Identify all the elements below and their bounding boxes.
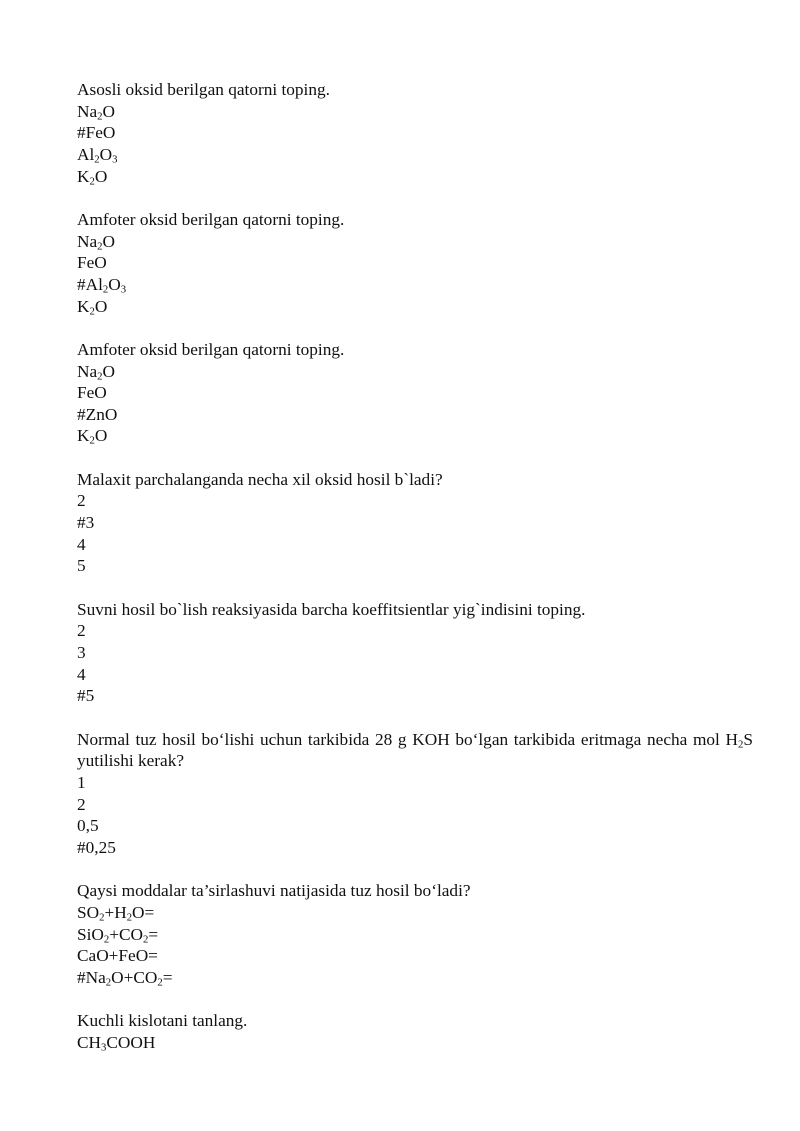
text-run: K (77, 166, 90, 186)
answer-option (77, 642, 753, 664)
text-run: Asosli oksid berilgan qatorni toping. (77, 80, 330, 99)
question-block (77, 209, 753, 317)
text-run: Al (77, 144, 95, 164)
question-text (77, 209, 753, 231)
text-run: O (94, 166, 108, 186)
question-text (77, 79, 753, 101)
question-text (77, 880, 753, 902)
text-run: 4 (77, 534, 86, 554)
text-run: Na (77, 361, 98, 381)
text-run: COOH (106, 1032, 156, 1052)
text-run: Amfoter oksid berilgan qatorni toping. (77, 209, 345, 229)
text-run: #ZnO (77, 404, 118, 424)
answer-option (77, 772, 753, 794)
text-run: +H (104, 902, 127, 922)
text-run: 5 (77, 556, 86, 576)
answer-option (77, 664, 753, 686)
subscript: 2 (97, 110, 103, 123)
text-run: 4 (77, 664, 86, 684)
subscript: 2 (143, 933, 149, 946)
subscript: 2 (89, 435, 95, 448)
subscript: 2 (103, 933, 110, 946)
text-run: FeO (77, 383, 107, 403)
question-block (77, 880, 753, 988)
text-run: 2 (77, 621, 86, 641)
text-run: Suvni hosil bo`lish reaksiyasida barcha koeffitsientlar yig`indisini toping. (77, 599, 586, 619)
text-run: = (162, 967, 173, 987)
answer-option (77, 382, 753, 404)
answer-option (77, 166, 753, 188)
question-block (77, 469, 753, 577)
text-run: 1 (77, 772, 86, 792)
text-run: Na (77, 101, 98, 121)
answer-option (77, 620, 753, 642)
text-run: #0,25 (77, 837, 116, 857)
subscript: 3 (101, 1041, 107, 1054)
text-run: O= (132, 902, 155, 922)
question-text (77, 1010, 753, 1032)
answer-option (77, 1032, 753, 1054)
text-run: CH (77, 1032, 102, 1052)
answer-option (77, 296, 753, 318)
text-run: Normal tuz hosil bo‘lishi uchun tarkibida 28 g KOH bo‘lgan tarkibida eritmaga necha mol H (77, 729, 739, 749)
answer-option (77, 404, 753, 426)
text-run: Na (77, 231, 98, 251)
text-run: Qaysi moddalar ta’sirlashuvi natijasida tuz hosil bo‘ladi? (77, 881, 471, 901)
answer-option (77, 555, 753, 577)
subscript: 2 (99, 911, 105, 924)
answer-option (77, 837, 753, 859)
question-block (77, 599, 753, 707)
text-run: K (77, 426, 90, 446)
text-run: CaO+FeO= (77, 946, 158, 966)
text-run: Amfoter oksid berilgan qatorni toping. (77, 339, 345, 359)
answer-option (77, 902, 753, 924)
answer-option (77, 101, 753, 123)
answer-option (77, 815, 753, 837)
text-run: O+CO (111, 967, 158, 987)
subscript: 2 (157, 976, 163, 989)
subscript: 2 (97, 370, 103, 383)
question-block (77, 1010, 753, 1053)
question-text (77, 469, 753, 491)
text-run: 2 (77, 491, 86, 511)
question-text (77, 339, 753, 361)
answer-option (77, 425, 753, 447)
answer-option (77, 945, 753, 967)
subscript: 2 (89, 305, 95, 318)
text-run: 0,5 (77, 816, 99, 836)
text-run: SiO (77, 924, 104, 944)
subscript: 3 (112, 153, 118, 166)
text-run: K (77, 296, 90, 316)
subscript: 3 (120, 283, 127, 296)
answer-option (77, 685, 753, 707)
question-text (77, 599, 753, 621)
subscript: 2 (97, 240, 103, 253)
text-run: #Al (77, 274, 103, 294)
text-run: #Na (77, 967, 106, 987)
subscript: 2 (94, 153, 100, 166)
answer-option (77, 924, 753, 946)
answer-option (77, 231, 753, 253)
text-run: Kuchli kislotani tanlang. (77, 1011, 248, 1031)
text-run: #5 (77, 686, 95, 706)
text-run: O (99, 144, 113, 164)
answer-option (77, 274, 753, 296)
answer-option (77, 512, 753, 534)
answer-option (77, 361, 753, 383)
text-run: 2 (77, 794, 86, 814)
answer-option (77, 490, 753, 512)
text-run: #3 (77, 513, 95, 533)
text-run: 3 (77, 643, 86, 662)
question-block (77, 339, 753, 447)
text-run: O (94, 296, 108, 316)
text-run: O (102, 361, 115, 381)
answer-option (77, 252, 753, 274)
text-run: S yutilishi kerak? (77, 729, 753, 771)
text-run: = (148, 924, 159, 944)
text-run: O (102, 101, 115, 121)
text-run: FeO (77, 253, 107, 273)
text-run: O (102, 231, 115, 251)
question-block (77, 729, 753, 859)
answer-option (77, 534, 753, 556)
question-text (77, 729, 753, 772)
answer-option (77, 967, 753, 989)
subscript: 2 (89, 175, 95, 188)
question-block (77, 79, 753, 187)
subscript: 2 (126, 911, 133, 924)
subscript: 2 (738, 738, 744, 751)
subscript: 2 (105, 976, 112, 989)
document-page (77, 79, 753, 1075)
answer-option (77, 144, 753, 166)
text-run: SO (77, 902, 100, 922)
text-run: O (108, 274, 121, 294)
text-run: O (94, 426, 108, 446)
text-run: #FeO (77, 123, 116, 143)
text-run: +CO (109, 924, 144, 944)
subscript: 2 (102, 283, 109, 296)
answer-option (77, 794, 753, 816)
text-run: Malaxit parchalanganda necha xil oksid hosil b`ladi? (77, 469, 443, 489)
answer-option (77, 122, 753, 144)
